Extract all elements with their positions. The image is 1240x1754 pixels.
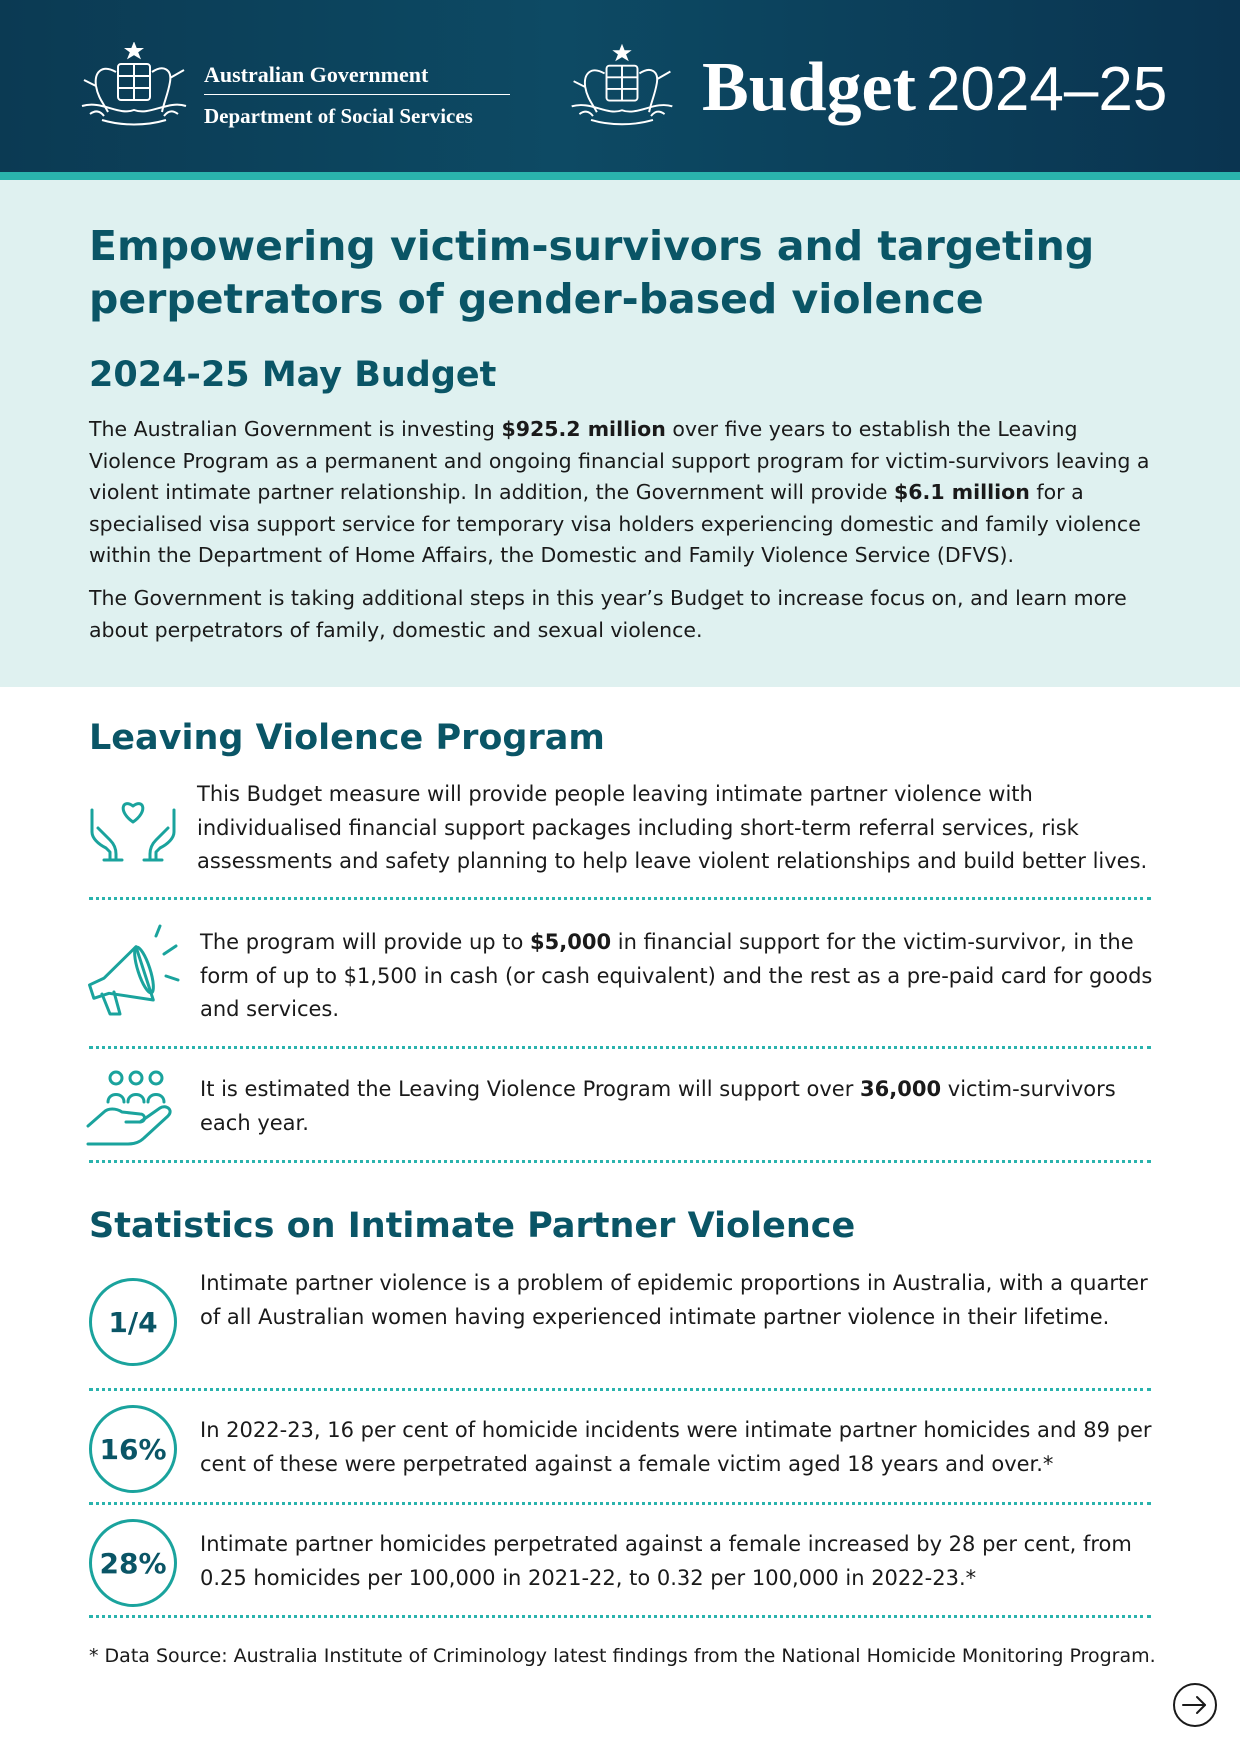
coat-of-arms-icon	[72, 42, 196, 130]
intro-paragraph-2: The Government is taking additional steps in this year’s Budget to increase focus on, and learn more about perpetrators of family, domestic and sexual violence.	[89, 586, 1127, 642]
megaphone-icon	[86, 924, 180, 1020]
highlight-amount: 36,000	[860, 1077, 942, 1101]
header-stripe	[0, 172, 1240, 180]
arrow-right-icon	[1172, 1682, 1218, 1728]
highlight-amount: $925.2 million	[501, 417, 666, 441]
divider	[89, 897, 1151, 900]
stat-badge: 16%	[89, 1405, 177, 1493]
stat-text: Intimate partner violence is a problem of epidemic proportions in Australia, with a quarter of all Australian women having experienced intimate partner violence in their lifetime.	[200, 1271, 1148, 1329]
gov-line-1: Australian Government	[204, 62, 510, 95]
gov-line-2: Department of Social Services	[204, 104, 473, 128]
budget-word: Budget	[702, 49, 916, 126]
data-source-footnote: * Data Source: Australia Institute of Criminology latest findings from the National Homicide Monitoring Program.	[89, 1645, 1156, 1667]
stat-badge: 28%	[89, 1519, 177, 1607]
hand-people-icon	[86, 1068, 180, 1148]
intro-paragraph-1: The Australian Government is investing $925.2 million over five years to establish the Leaving Violence Program as a permanent and ongoing financial support program for victim-survivors leaving a violent intimate partner relationship. In addition, the Government will provide $6.1 million for a specialised visa support service for temporary visa holders experiencing domestic and family violence within the Department of Home Affairs, the Domestic and Family Violence Service (DFVS).	[89, 417, 1150, 567]
stat-text: Intimate partner homicides perpetrated against a female increased by 28 per cent, from 0.25 homicides per 100,000 in 2021-22, to 0.32 per 100,000 in 2022-23.*	[200, 1532, 1132, 1590]
program-item-3: It is estimated the Leaving Violence Program will support over 36,000 victim-survivors each year.	[200, 1077, 1116, 1135]
hands-heart-icon	[88, 790, 178, 862]
statistics-section-title: Statistics on Intimate Partner Violence	[89, 1206, 856, 1246]
program-item-1: This Budget measure will provide people leaving intimate partner violence with individualised financial support packages including short-term referral services, risk assessments and safety planning to help leave violent relationships and build better lives.	[197, 782, 1148, 873]
budget-year: 2024–25	[925, 55, 1168, 124]
divider	[89, 1502, 1151, 1505]
highlight-amount: $5,000	[530, 930, 612, 954]
stat-badge: 1/4	[89, 1278, 177, 1366]
next-page-button[interactable]	[1172, 1682, 1218, 1728]
budget-title	[702, 48, 1167, 130]
divider	[89, 1615, 1151, 1618]
highlight-amount: $6.1 million	[894, 480, 1030, 504]
divider	[89, 1388, 1151, 1391]
page-title: Empowering victim-survivors and targeting perpetrators of gender-based violence	[89, 222, 1095, 323]
program-item-2: The program will provide up to $5,000 in financial support for the victim-survivor, in the form of up to $1,500 in cash (or cash equivalent) and the rest as a pre-paid card for goods and services.	[200, 930, 1153, 1021]
divider	[89, 1046, 1151, 1049]
budget-subtitle: 2024-25 May Budget	[89, 355, 497, 395]
coat-of-arms-icon	[562, 44, 682, 130]
divider	[89, 1160, 1151, 1163]
stat-text: In 2022-23, 16 per cent of homicide incidents were intimate partner homicides and 89 per cent of these were perpetrated against a female victim aged 18 years and over.*	[200, 1418, 1152, 1476]
government-branding	[204, 62, 510, 129]
program-section-title: Leaving Violence Program	[89, 718, 605, 758]
